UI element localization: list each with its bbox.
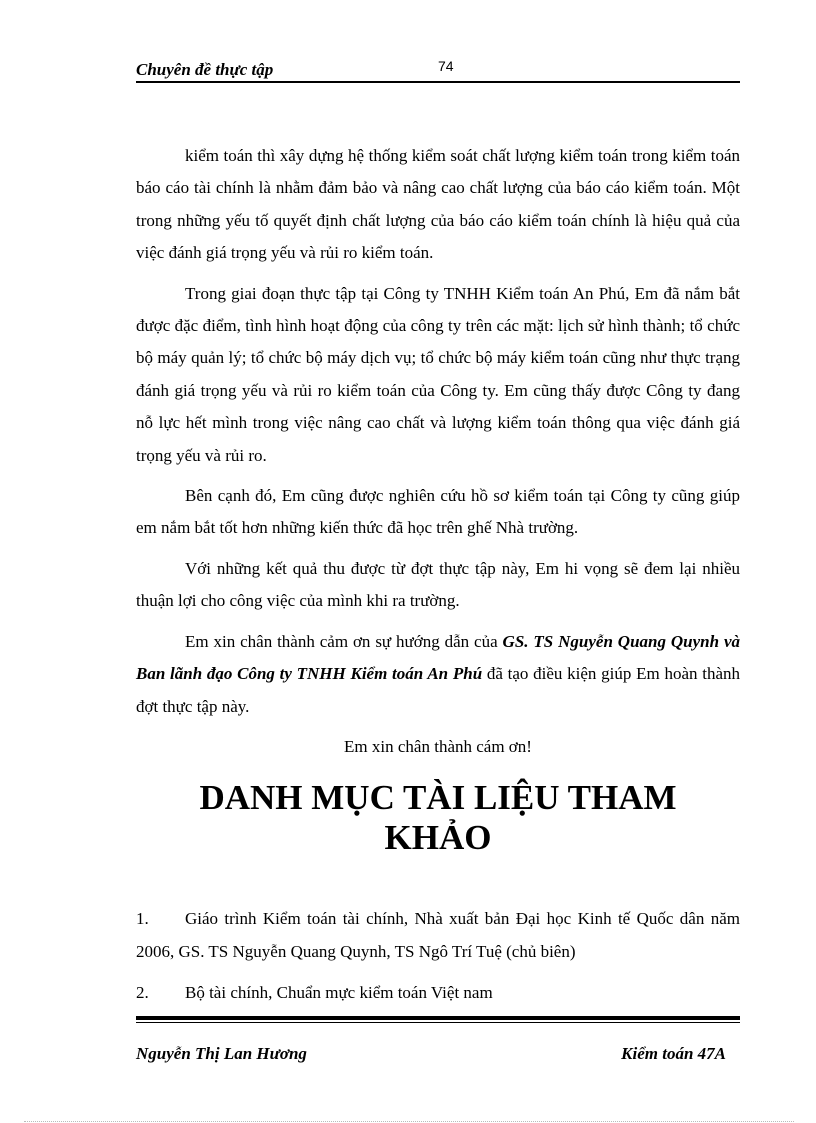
page-number: 74: [438, 58, 454, 74]
main-text: [136, 140, 740, 763]
acknowledgement-paragraph: [136, 626, 740, 723]
reference-number: 2.: [136, 983, 149, 1002]
header-title: Chuyên đề thực tập: [136, 60, 274, 79]
footer-divider-thick: [136, 1016, 740, 1020]
references-heading: [136, 778, 740, 858]
acknowledgement-tail: đã tạo điều kiện giúp Em hoàn thành đợt thực tập này.: [136, 664, 741, 716]
reference-item: [136, 902, 740, 968]
paragraph: Bên cạnh đó, Em cũng được nghiên cứu hồ sơ kiểm toán tại Công ty cũng giúp em nắm bắt tốt hơn những kiến thức đã học trên ghế Nhà trường.: [136, 486, 740, 538]
reference-number: 1.: [136, 909, 149, 928]
acknowledgement-lead: Em xin chân thành cảm ơn sự hướng dẫn của: [185, 631, 503, 651]
references-heading-line: KHẢO: [384, 818, 492, 857]
acknowledgement-names: GS. TS Nguyễn Quang Quynh và Ban lãnh đạo Công ty TNHH Kiểm toán An Phú: [136, 631, 740, 684]
paragraph: Trong giai đoạn thực tập tại Công ty TNHH Kiểm toán An Phú, Em đã nắm bắt được đặc điểm, tình hình hoạt động của công ty trên các mặt: lịch sử hình thành; tổ chức bộ máy quản lý; tổ chức bộ máy dịch vụ; tổ chức bộ máy kiểm toán cũng như thực trạng đánh giá trọng yếu và rủi ro kiểm toán của Công ty. Em cũng thấy được Công ty đang nỗ lực hết mình trong việc nâng cao chất và lượng kiểm toán thông qua việc đánh giá trọng yếu và rủi ro.: [136, 283, 740, 465]
reference-text: Giáo trình Kiểm toán tài chính, Nhà xuất bản Đại học Kinh tế Quốc dân năm 2006, GS. TS Nguyễn Quang Quynh, TS Ngô Trí Tuệ (chủ biên): [136, 909, 740, 961]
header-divider: [136, 81, 740, 83]
paragraph: Với những kết quả thu được từ đợt thực tập này, Em hi vọng sẽ đem lại nhiều thuận lợi cho công việc của mình khi ra trường.: [136, 558, 740, 611]
footer-class: Kiểm toán 47A: [621, 1044, 726, 1063]
footer-divider-thin: [136, 1022, 740, 1023]
page-header: [136, 56, 740, 82]
references-heading-line: DANH MỤC TÀI LIỆU THAM: [199, 778, 677, 817]
footer-author: Nguyễn Thị Lan Hương: [136, 1044, 307, 1063]
paragraph: kiểm toán thì xây dựng hệ thống kiểm soát chất lượng kiểm toán trong kiểm toán báo cáo tài chính là nhằm đảm bảo và nâng cao chất lượng của báo cáo kiểm toán. Một trong những yếu tố quyết định chất lượng của báo cáo kiểm toán chính là hiệu quả của việc đánh giá trọng yếu và rủi ro kiểm toán.: [136, 146, 740, 263]
page-edge: [24, 1121, 794, 1122]
thanks-line: Em xin chân thành cám ơn!: [344, 736, 532, 756]
references-list: [136, 902, 740, 1009]
reference-item: [136, 976, 740, 1009]
reference-text: Bộ tài chính, Chuẩn mực kiểm toán Việt nam: [185, 983, 493, 1002]
